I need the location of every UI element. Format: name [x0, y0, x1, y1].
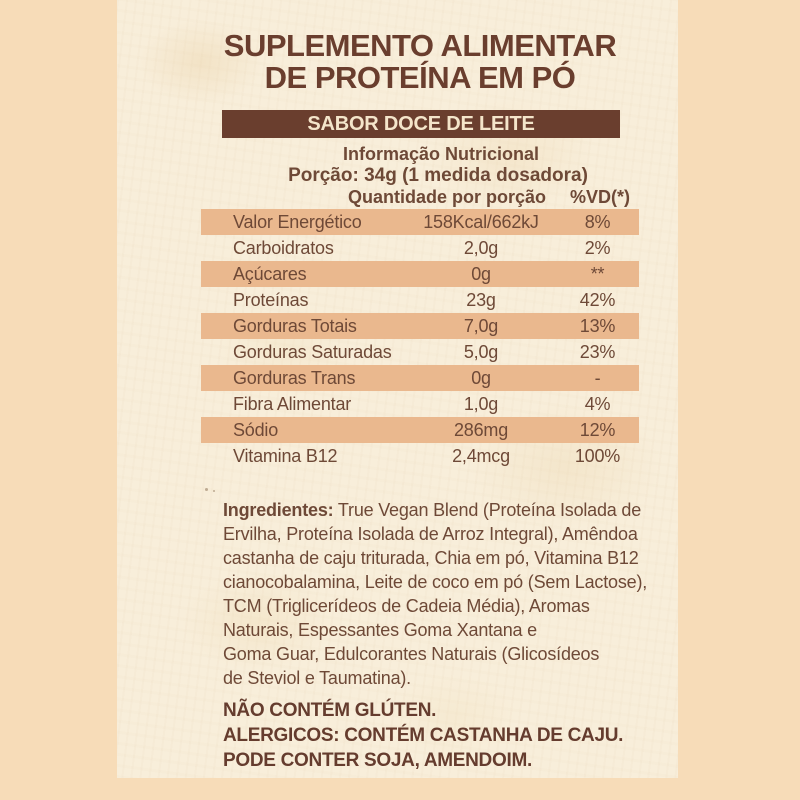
nutrient-name: Açúcares: [233, 263, 307, 284]
table-row: [201, 391, 639, 417]
table-row: [201, 287, 639, 313]
table-row: [201, 417, 639, 443]
nutrient-name: Carboidratos: [233, 237, 334, 258]
ingredients-line: Ingredientes: True Vegan Blend (Proteína Isolada de: [223, 500, 642, 520]
ingredients-line: Naturais, Espessantes Goma Xantana e: [223, 620, 537, 640]
product-title-line1: SUPLEMENTO ALIMENTAR: [223, 28, 617, 63]
nutrient-daily-value: 13%: [579, 315, 616, 336]
ingredients-line: Ervilha, Proteína Isolada de Arroz Integral), Amêndoa: [223, 524, 638, 544]
nutrient-name: Valor Energético: [233, 211, 362, 232]
nutrient-name: Gorduras Trans: [233, 367, 356, 388]
table-row: [201, 339, 639, 365]
column-header-quantity: Quantidade por porção: [347, 187, 547, 207]
column-header-dv: %VD(*): [569, 187, 631, 207]
table-row: [201, 313, 639, 339]
nutrition-table: [201, 209, 639, 469]
nutrition-heading: Informação Nutricional: [342, 144, 540, 164]
label-paper: [117, 0, 678, 778]
nutrient-daily-value: 4%: [584, 393, 611, 414]
table-row: [201, 235, 639, 261]
allergen-warnings: [223, 698, 637, 773]
nutrient-name: Gorduras Saturadas: [233, 341, 392, 362]
ingredients-line: de Steviol e Taumatina).: [223, 668, 411, 688]
ingredients-line: cianocobalamina, Leite de coco em pó (Sem Lactose),: [223, 572, 648, 592]
product-title-line2: DE PROTEÍNA EM PÓ: [264, 60, 576, 95]
table-row: [201, 209, 639, 235]
table-row: [201, 261, 639, 287]
serving-size: Porção: 34g (1 medida dosadora): [288, 165, 588, 186]
table-row: [201, 365, 639, 391]
nutrient-daily-value: 23%: [579, 341, 616, 362]
nutrient-daily-value: 2%: [584, 237, 611, 258]
nutrient-daily-value: -: [594, 367, 601, 388]
nutrient-name: Vitamina B12: [233, 445, 338, 466]
ingredients-line: Goma Guar, Edulcorantes Naturais (Glicosídeos: [223, 644, 600, 664]
nutrient-name: Gorduras Totais: [233, 315, 357, 336]
flavor-banner: SABOR DOCE DE LEITE: [222, 110, 620, 138]
nutrient-daily-value: 8%: [584, 211, 611, 232]
warning-line: ALERGICOS: CONTÉM CASTANHA DE CAJU.: [223, 725, 624, 746]
paper-speck: [213, 490, 215, 492]
label-content: [200, 0, 648, 778]
paper-speck: [205, 488, 208, 491]
nutrient-daily-value: 100%: [574, 445, 621, 466]
nutrient-quantity: 1,0g: [463, 393, 499, 414]
nutrient-quantity: 2,4mcg: [452, 445, 510, 466]
nutrient-daily-value: 12%: [579, 419, 616, 440]
nutrient-quantity: 0g: [471, 263, 491, 284]
nutrient-quantity: 286mg: [453, 419, 509, 440]
ingredients-line: TCM (Triglicerídeos de Cadeia Média), Aromas: [223, 596, 590, 616]
nutrient-daily-value: 42%: [579, 289, 616, 310]
warning-line: PODE CONTER SOJA, AMENDOIM.: [223, 750, 532, 771]
warning-line: NÃO CONTÉM GLÚTEN.: [223, 700, 437, 721]
table-column-header: [200, 187, 640, 209]
ingredients-paragraph: [223, 498, 648, 690]
nutrient-quantity: 5,0g: [463, 341, 499, 362]
nutrient-name: Fibra Alimentar: [233, 393, 352, 414]
nutrient-quantity: 0g: [471, 367, 491, 388]
product-title: [200, 30, 640, 94]
table-row: [201, 443, 639, 469]
nutrient-quantity: 158Kcal/662kJ: [423, 211, 539, 232]
nutrient-quantity: 2,0g: [463, 237, 499, 258]
nutrient-name: Sódio: [233, 419, 279, 440]
ingredients-line: castanha de caju triturada, Chia em pó, Vitamina B12: [223, 548, 639, 568]
nutrient-name: Proteínas: [233, 289, 309, 310]
nutrient-quantity: 7,0g: [463, 315, 499, 336]
nutrient-quantity: 23g: [466, 289, 496, 310]
nutrient-daily-value: **: [590, 263, 605, 284]
ingredients-label: Ingredientes:: [223, 500, 334, 520]
